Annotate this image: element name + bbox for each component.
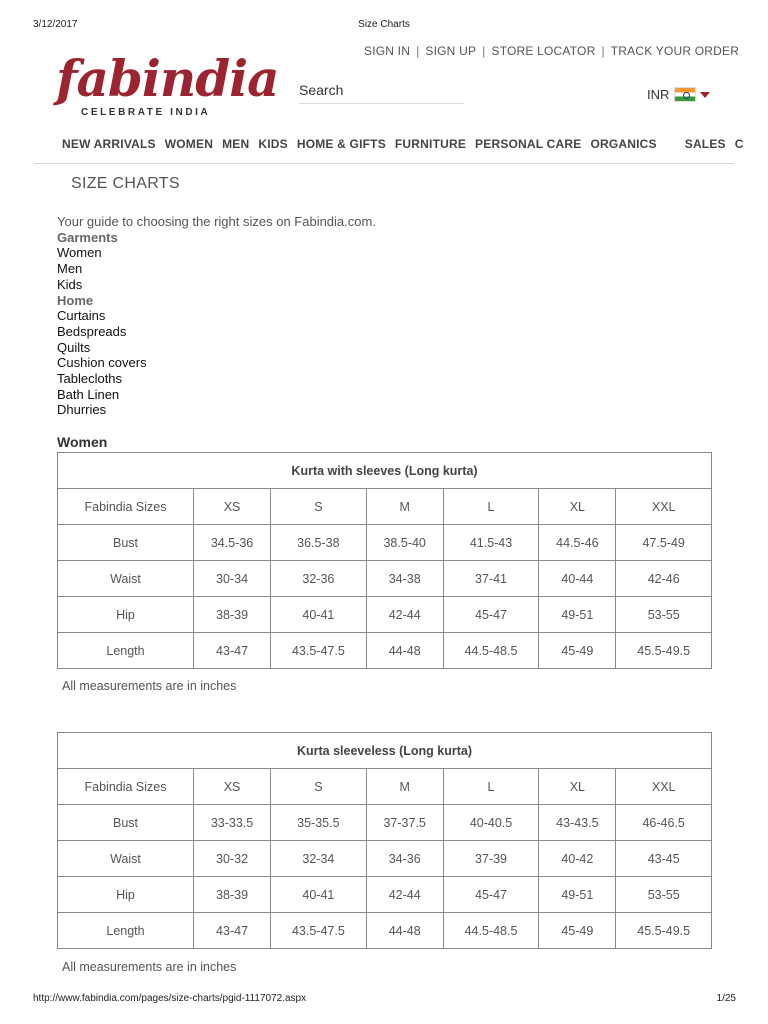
currency-selector[interactable]	[647, 87, 710, 102]
table-cell: 44.5-48.5	[443, 913, 539, 949]
table-cell: 35-35.5	[271, 805, 367, 841]
table-cell: 36.5-38	[271, 525, 367, 561]
table-row	[58, 805, 712, 841]
logo-wordmark: fabindia	[56, 49, 279, 108]
table-cell: Length	[58, 633, 194, 669]
table-cell: 32-34	[271, 841, 367, 877]
print-date: 3/12/2017	[33, 19, 78, 30]
guide-intro: Your guide to choosing the right sizes on Fabindia.com.	[57, 214, 376, 229]
nav-men[interactable]: MEN	[222, 137, 250, 151]
table-header-cell: XS	[194, 489, 271, 525]
table-header-cell: XL	[539, 489, 616, 525]
guide-link-men[interactable]: Men	[57, 261, 83, 277]
table-cell: 33-33.5	[194, 805, 271, 841]
currency-code: INR	[647, 87, 670, 102]
guide-link-tablecloths[interactable]: Tablecloths	[57, 371, 123, 387]
guide-link-cushion-covers[interactable]: Cushion covers	[57, 355, 147, 371]
garments-heading: Garments	[57, 229, 118, 245]
table-cell: 34.5-36	[194, 525, 271, 561]
table-cell: 45.5-49.5	[616, 913, 712, 949]
table-cell: 40-40.5	[443, 805, 539, 841]
table-row	[58, 633, 712, 669]
table-cell: 43-47	[194, 913, 271, 949]
guide-link-bath-linen[interactable]: Bath Linen	[57, 386, 120, 402]
sign-in-link[interactable]: SIGN IN	[364, 44, 411, 58]
search-input[interactable]	[299, 82, 464, 98]
table-caption: Kurta sleeveless (Long kurta)	[58, 733, 712, 769]
print-header	[0, 19, 768, 33]
nav-personal-care[interactable]: PERSONAL CARE	[475, 137, 582, 151]
table-cell: 44.5-46	[539, 525, 616, 561]
table-caption: Kurta with sleeves (Long kurta)	[58, 453, 712, 489]
table-header-cell: XXL	[616, 489, 712, 525]
fabindia-logo[interactable]	[56, 49, 279, 122]
table-cell: 43.5-47.5	[271, 633, 367, 669]
top-links: SIGN IN | SIGN UP | STORE LOCATOR | TRACK YOUR ORDER	[364, 44, 740, 58]
table-cell: 40-41	[271, 877, 367, 913]
caret-down-icon	[700, 92, 710, 98]
track-order-link[interactable]: TRACK YOUR ORDER	[610, 44, 740, 58]
table-cell: 45-49	[539, 633, 616, 669]
table-cell: Hip	[58, 597, 194, 633]
table-header-cell: S	[271, 489, 367, 525]
table-cell: 41.5-43	[443, 525, 539, 561]
table-cell: 38-39	[194, 597, 271, 633]
table-cell: 53-55	[616, 877, 712, 913]
table-cell: Hip	[58, 877, 194, 913]
table-cell: Bust	[58, 805, 194, 841]
table-cell: 37-41	[443, 561, 539, 597]
table-cell: 44-48	[366, 633, 443, 669]
table-cell: Bust	[58, 525, 194, 561]
table-cell: 30-34	[194, 561, 271, 597]
table-cell: 40-42	[539, 841, 616, 877]
table-cell: 42-44	[366, 877, 443, 913]
nav-women[interactable]: WOMEN	[164, 137, 214, 151]
table-header-cell: L	[443, 769, 539, 805]
table-cell: 30-32	[194, 841, 271, 877]
table-cell: 38-39	[194, 877, 271, 913]
table-cell: 49-51	[539, 597, 616, 633]
table-cell: 44.5-48.5	[443, 633, 539, 669]
table-cell: 43.5-47.5	[271, 913, 367, 949]
table-cell: 37-37.5	[366, 805, 443, 841]
table-cell: 43-47	[194, 633, 271, 669]
size-table-kurta-sleeves	[57, 452, 712, 669]
table-cell: 43-45	[616, 841, 712, 877]
guide-link-dhurries[interactable]: Dhurries	[57, 402, 107, 418]
nav-kids[interactable]: KIDS	[258, 137, 288, 151]
women-section-heading: Women	[57, 434, 108, 450]
table-cell: 32-36	[271, 561, 367, 597]
table-row	[58, 525, 712, 561]
logo-tagline: CELEBRATE INDIA	[81, 107, 211, 118]
nav-home-gifts[interactable]: HOME & GIFTS	[296, 137, 386, 151]
table-header-cell: L	[443, 489, 539, 525]
main-nav	[62, 137, 744, 151]
table-cell: 53-55	[616, 597, 712, 633]
table-header-cell: XXL	[616, 769, 712, 805]
table-cell: 37-39	[443, 841, 539, 877]
table-cell: 44-48	[366, 913, 443, 949]
table-cell: 40-41	[271, 597, 367, 633]
size-table-kurta-sleeveless	[57, 732, 712, 949]
table-header-cell: M	[366, 769, 443, 805]
sign-up-link[interactable]: SIGN UP	[425, 44, 477, 58]
table-cell: 45-47	[443, 877, 539, 913]
table-header-cell: M	[366, 489, 443, 525]
print-url: http://www.fabindia.com/pages/size-charts/pgid-1117072.aspx	[33, 993, 307, 1004]
table-header-cell: Fabindia Sizes	[58, 769, 194, 805]
table-cell: 46-46.5	[616, 805, 712, 841]
table-cell: 43-43.5	[539, 805, 616, 841]
table-cell: 38.5-40	[366, 525, 443, 561]
table-row	[58, 913, 712, 949]
table-cell: 42-46	[616, 561, 712, 597]
table-cell: 42-44	[366, 597, 443, 633]
home-heading: Home	[57, 292, 94, 308]
store-locator-link[interactable]: STORE LOCATOR	[491, 44, 596, 58]
table-header-cell: XL	[539, 769, 616, 805]
guide-link-kids[interactable]: Kids	[57, 276, 83, 292]
india-flag-icon	[674, 87, 696, 102]
print-page-number: 1/25	[716, 993, 736, 1004]
table-cell: 45-49	[539, 913, 616, 949]
table-cell: 40-44	[539, 561, 616, 597]
guide-link-women[interactable]: Women	[57, 245, 102, 261]
nav-organics[interactable]: ORGANICS	[590, 137, 657, 151]
table-cell: 49-51	[539, 877, 616, 913]
table-row	[58, 877, 712, 913]
table-row	[58, 841, 712, 877]
table-cell: 45-47	[443, 597, 539, 633]
table-cell: 34-38	[366, 561, 443, 597]
nav-sales[interactable]: SALES	[684, 137, 726, 151]
size-guide-index	[57, 214, 376, 418]
guide-link-curtains[interactable]: Curtains	[57, 308, 106, 324]
table-header-cell: S	[271, 769, 367, 805]
guide-link-bedspreads[interactable]: Bedspreads	[57, 323, 127, 339]
guide-link-quilts[interactable]: Quilts	[57, 339, 91, 355]
table-row	[58, 597, 712, 633]
table-cell: 34-36	[366, 841, 443, 877]
nav-furniture[interactable]: FURNITURE	[394, 137, 467, 151]
table-header-row	[58, 489, 712, 525]
search-box	[299, 82, 464, 104]
nav-more[interactable]: C	[734, 137, 744, 151]
measurement-note: All measurements are in inches	[62, 679, 237, 693]
measurement-note: All measurements are in inches	[62, 960, 237, 974]
table-cell: Waist	[58, 841, 194, 877]
nav-divider	[34, 163, 734, 164]
table-cell: Length	[58, 913, 194, 949]
nav-new-arrivals[interactable]: NEW ARRIVALS	[62, 137, 156, 151]
table-header-row	[58, 769, 712, 805]
page-title: SIZE CHARTS	[71, 175, 180, 192]
table-header-cell: XS	[194, 769, 271, 805]
print-title: Size Charts	[358, 19, 410, 30]
table-row	[58, 561, 712, 597]
table-cell: 47.5-49	[616, 525, 712, 561]
table-header-cell: Fabindia Sizes	[58, 489, 194, 525]
table-cell: 45.5-49.5	[616, 633, 712, 669]
table-cell: Waist	[58, 561, 194, 597]
